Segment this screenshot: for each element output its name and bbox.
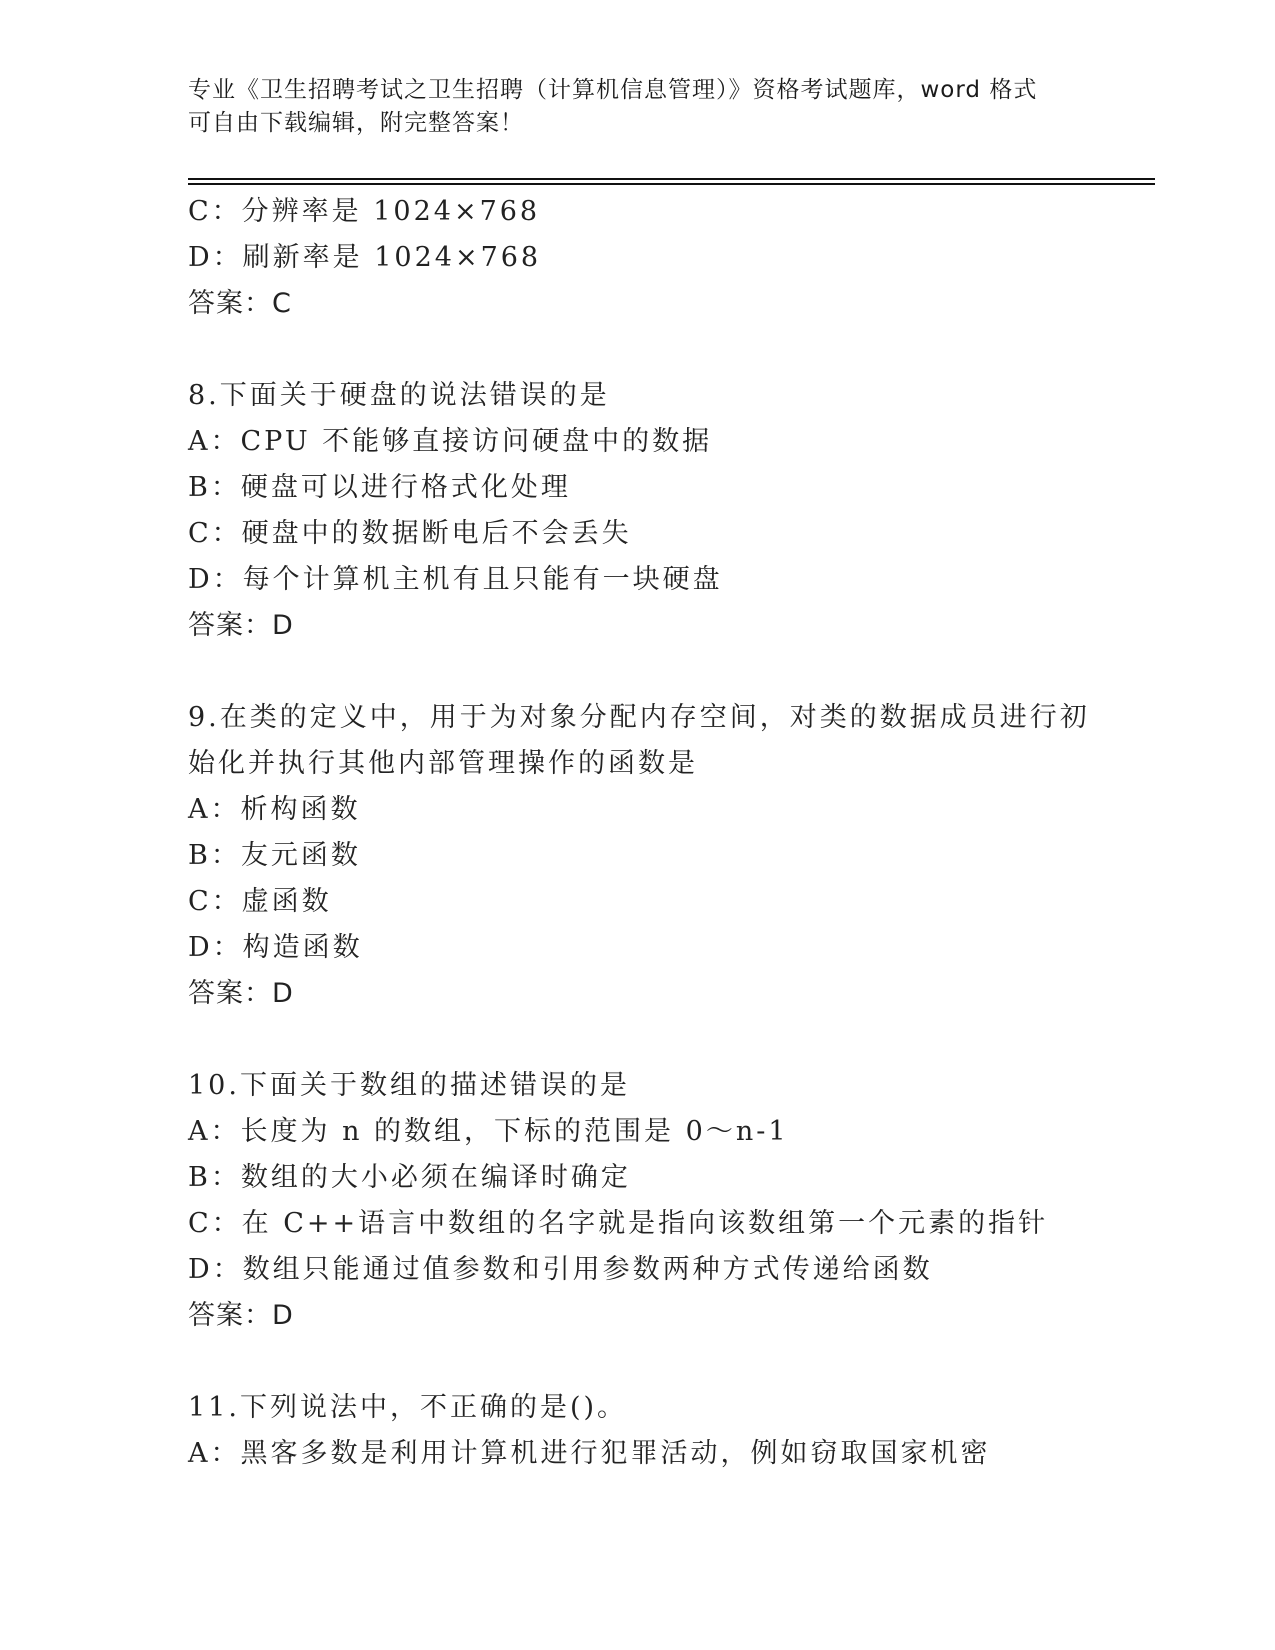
spacer [188, 1017, 1148, 1063]
answer: 答案：C [188, 288, 292, 319]
option-d: D：刷新率是 1024×768 [188, 242, 542, 273]
spacer [188, 649, 1148, 695]
header-divider-top [188, 178, 1155, 180]
option-a: A：CPU 不能够直接访问硬盘中的数据 [188, 426, 713, 457]
option-c: C：分辨率是 1024×768 [188, 196, 541, 227]
option-b: B：数组的大小必须在编译时确定 [188, 1162, 631, 1193]
answer: 答案：D [188, 1300, 294, 1331]
option-a: A：长度为 n 的数组，下标的范围是 0～n-1 [188, 1116, 789, 1147]
question-9 [188, 695, 1148, 1017]
option-a: A：黑客多数是利用计算机进行犯罪活动，例如窃取国家机密 [188, 1438, 991, 1469]
spacer [188, 1339, 1148, 1385]
question-stem-line-1: 9.在类的定义中，用于为对象分配内存空间，对类的数据成员进行初 [188, 702, 1090, 733]
spacer [188, 327, 1148, 373]
option-d: D：构造函数 [188, 932, 363, 963]
option-d: D：数组只能通过值参数和引用参数两种方式传递给函数 [188, 1254, 933, 1285]
option-c: C：硬盘中的数据断电后不会丢失 [188, 518, 632, 549]
question-11 [188, 1385, 1148, 1477]
question-8 [188, 373, 1148, 649]
header-title-line-1: 专业《卫生招聘考试之卫生招聘（计算机信息管理）》资格考试题库，word 格式 [188, 77, 1038, 103]
question-stem: 8.下面关于硬盘的说法错误的是 [188, 380, 610, 411]
question-stem: 10.下面关于数组的描述错误的是 [188, 1070, 630, 1101]
option-b: B：硬盘可以进行格式化处理 [188, 472, 571, 503]
question-10 [188, 1063, 1148, 1339]
option-c: C：在 C++语言中数组的名字就是指向该数组第一个元素的指针 [188, 1208, 1049, 1239]
header-divider-bottom [188, 183, 1155, 185]
option-b: B：友元函数 [188, 840, 361, 871]
question-list [188, 189, 1148, 1477]
question-stem: 11.下列说法中，不正确的是()。 [188, 1392, 628, 1423]
answer: 答案：D [188, 610, 294, 641]
option-a: A：析构函数 [188, 794, 361, 825]
question-7-tail [188, 189, 1148, 327]
header-title-line-2: 可自由下载编辑，附完整答案！ [188, 110, 524, 136]
document-header [188, 74, 1088, 140]
option-c: C：虚函数 [188, 886, 332, 917]
answer: 答案：D [188, 978, 294, 1009]
option-d: D：每个计算机主机有且只能有一块硬盘 [188, 564, 723, 595]
question-stem-line-2: 始化并执行其他内部管理操作的函数是 [188, 748, 698, 779]
